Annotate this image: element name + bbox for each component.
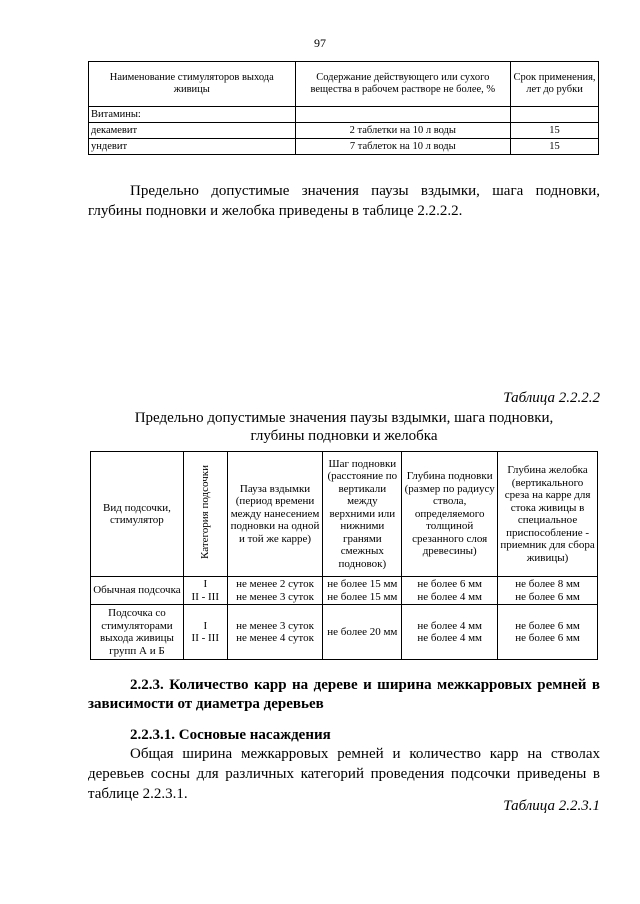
stimulator-name: ундевит: [89, 139, 296, 155]
tapping-type: Обычная подсочка: [91, 577, 184, 605]
category-cell: I II - III: [183, 577, 227, 605]
stimulator-name: декамевит: [89, 123, 296, 139]
subsection-heading: 2.2.3.1. Сосновые насаждения: [130, 727, 331, 743]
depth-cell: не более 4 мм не более 4 мм: [402, 605, 498, 660]
table-header: Глубина подновки (размер по радиусу ствола, определяемого толщиной срезанного слоя древесины): [402, 452, 498, 577]
step-cell: не более 15 мм не более 15 мм: [323, 577, 402, 605]
tapping-parameters-table: [90, 451, 598, 660]
stimulator-term: 15: [511, 123, 599, 139]
table-header: Шаг подновки (расстояние по вертикали между верхними или нижними гранями смежных подновок): [323, 452, 402, 577]
table-header: Наименование стимуляторов выхода живицы: [89, 62, 296, 107]
step-cell: не более 20 мм: [323, 605, 402, 660]
table-row: [91, 605, 598, 660]
groove-cell: не более 6 мм не более 6 мм: [498, 605, 598, 660]
depth-cell: не более 6 мм не более 4 мм: [402, 577, 498, 605]
paragraph: Предельно допустимые значения паузы вздымки, шага подновки, глубины подновки и желобка приведены в таблице 2.2.2.2.: [88, 183, 600, 219]
stimulator-term: 15: [511, 139, 599, 155]
table-label: Таблица 2.2.2.2: [503, 390, 600, 406]
page-number: 97: [314, 36, 326, 50]
stimulator-content: 2 таблетки на 10 л воды: [295, 123, 511, 139]
table-row: [91, 577, 598, 605]
table-row: [89, 123, 599, 139]
pause-cell: не менее 3 суток не менее 4 суток: [227, 605, 323, 660]
category-header: Категория подсочки: [199, 465, 212, 560]
table-title: Предельно допустимые значения паузы вздымки, шага подновки,: [134, 410, 554, 426]
table-row: [89, 139, 599, 155]
table-header-row: [91, 452, 598, 577]
table-header: Содержание действующего или сухого вещества в рабочем растворе не более, %: [295, 62, 511, 107]
table-header: Пауза вздымки (период времени между нанесением подновки на одной и той же карре): [227, 452, 323, 577]
section-heading: 2.2.3. Количество карр на дереве и ширина межкарровых ремней в зависимости от диаметра деревьев: [88, 677, 600, 712]
category-cell: I II - III: [183, 605, 227, 660]
table-header-row: [89, 62, 599, 107]
table-header: Вид подсочки, стимулятор: [91, 452, 184, 577]
table-header: Срок применения, лет до рубки: [511, 62, 599, 107]
stimulator-content: 7 таблеток на 10 л воды: [295, 139, 511, 155]
table-label: Таблица 2.2.3.1: [503, 798, 600, 814]
table-header-rotated: [183, 452, 227, 577]
groove-cell: не более 8 мм не более 6 мм: [498, 577, 598, 605]
tapping-type: Подсочка со стимуляторами выхода живицы групп А и Б: [91, 605, 184, 660]
table-header: Глубина желобка (вертикального среза на карре для стока живицы в специальное приспособление - приемник для сбора живицы): [498, 452, 598, 577]
stimulators-table: [88, 61, 599, 155]
group-label: Витамины:: [89, 107, 296, 123]
pause-cell: не менее 2 суток не менее 3 суток: [227, 577, 323, 605]
table-title: глубины подновки и желобка: [250, 428, 438, 444]
table-row: [89, 107, 599, 123]
paragraph: Общая ширина межкарровых ремней и количество карр на стволах деревьев сосны для различных категорий проведения подсочки приведены в таблице 2.2.3.1.: [88, 746, 600, 802]
